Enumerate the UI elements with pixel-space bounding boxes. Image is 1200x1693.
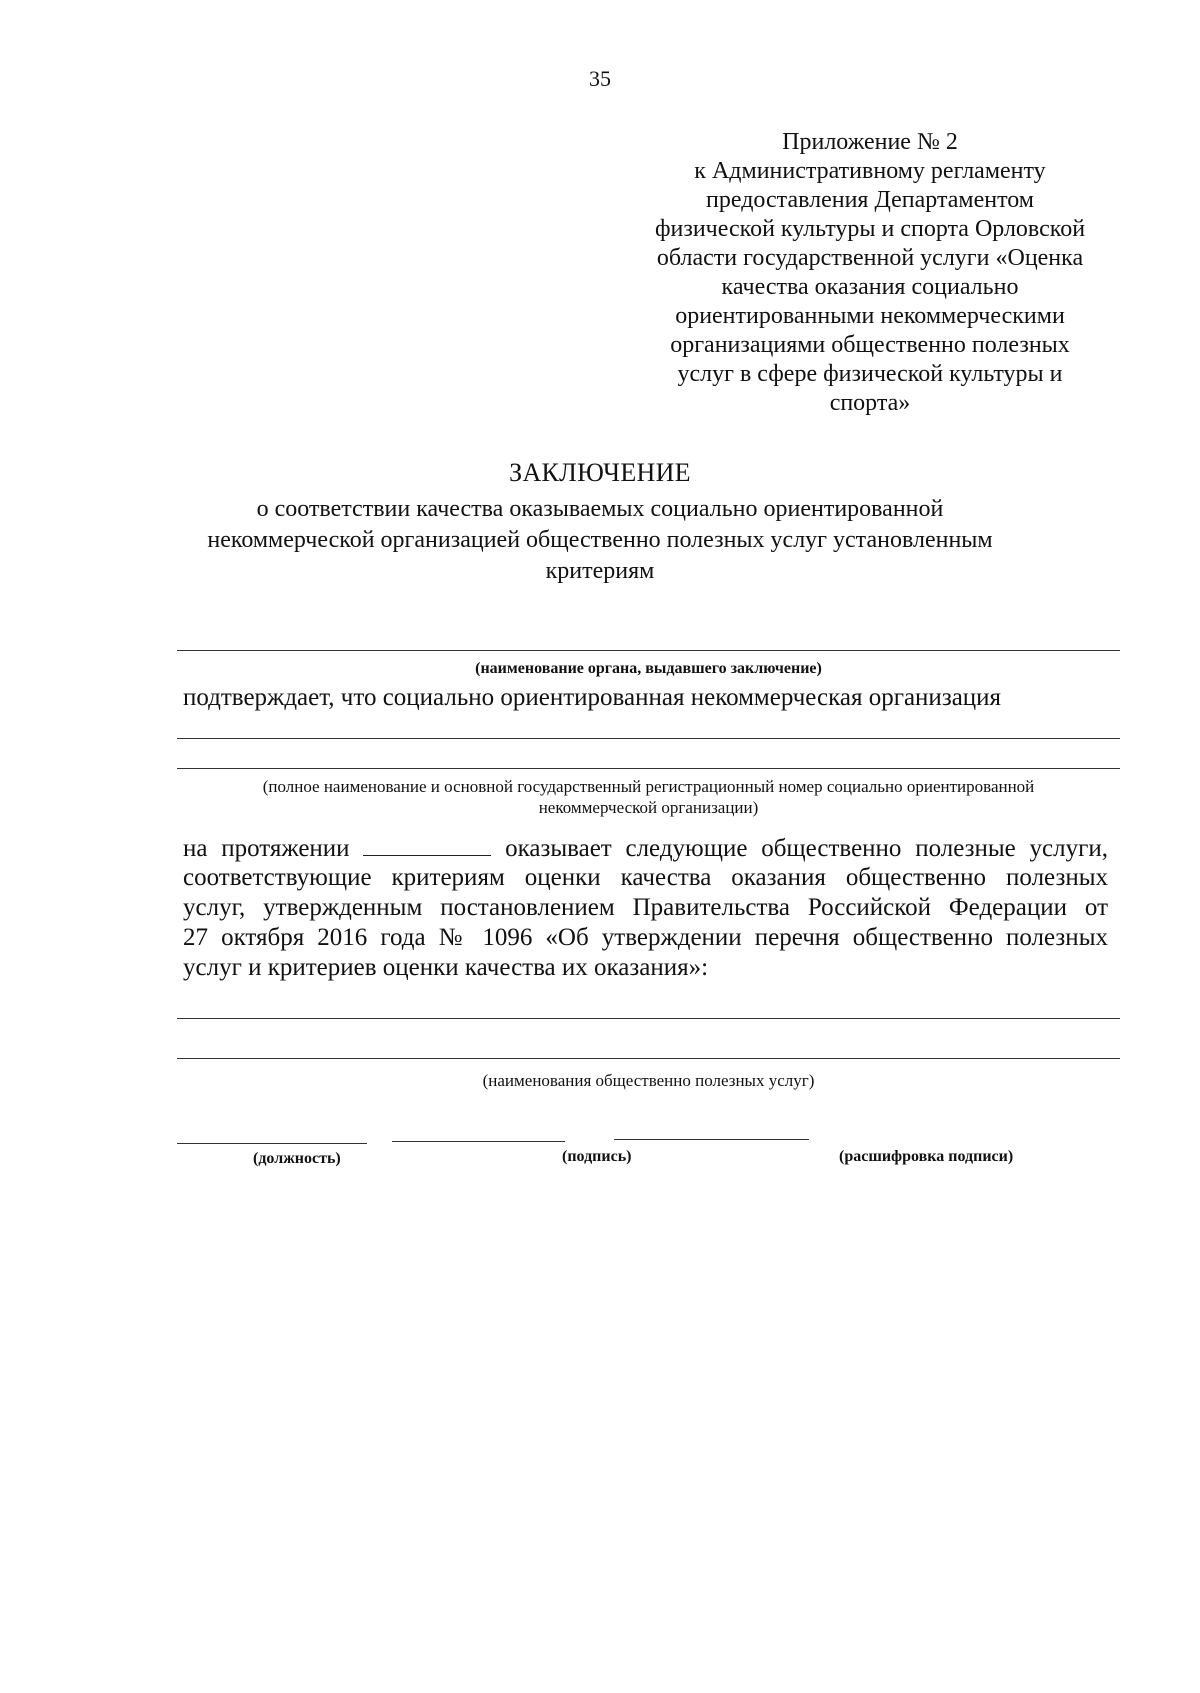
page-number: 35 bbox=[589, 66, 611, 91]
organization-caption-line1: (полное наименование и основной государственный регистрационный номер социально ориентированной bbox=[262, 777, 1035, 796]
position-caption: (должность) bbox=[253, 1150, 341, 1167]
appendix-line: услуг в сфере физической культуры и bbox=[677, 361, 1063, 387]
subtitle-line: о соответствии качества оказываемых социально ориентированной bbox=[256, 496, 944, 522]
services-field-line-2[interactable] bbox=[177, 1058, 1120, 1059]
services-caption: (наименования общественно полезных услуг) bbox=[482, 1071, 815, 1090]
body-line-1 bbox=[183, 833, 1108, 864]
body-line1-end: оказывает следующие общественно полезные услуги, bbox=[505, 835, 1108, 862]
appendix-line: ориентированными некоммерческими bbox=[675, 303, 1065, 329]
organization-field-line-2[interactable] bbox=[177, 768, 1120, 769]
subtitle-line: критериям bbox=[545, 558, 655, 584]
body-line-4: 27 октября 2016 года № 1096 «Об утверждении перечня общественно полезных bbox=[183, 924, 1108, 951]
issuer-field-line[interactable] bbox=[177, 650, 1120, 651]
position-field-line[interactable] bbox=[177, 1143, 367, 1144]
organization-caption-line2: некоммерческой организации) bbox=[538, 798, 759, 817]
signature-decoding-field-line[interactable] bbox=[614, 1139, 809, 1140]
confirms-text: подтверждает, что социально ориентированная некоммерческая организация bbox=[183, 684, 1002, 711]
appendix-line: предоставления Департаментом bbox=[706, 187, 1034, 213]
body-line-5: услуг и критериев оценки качества их оказания»: bbox=[183, 954, 709, 981]
signature-caption: (подпись) bbox=[562, 1148, 632, 1165]
document-title: ЗАКЛЮЧЕНИЕ bbox=[509, 458, 691, 487]
document-subtitle bbox=[180, 494, 1020, 587]
appendix-line: Приложение № 2 bbox=[782, 129, 958, 155]
organization-field-line-1[interactable] bbox=[177, 738, 1120, 739]
appendix-line: области государственной услуги «Оценка bbox=[656, 245, 1084, 271]
body-line-2: соответствующие критериям оценки качества оказания общественно полезных bbox=[183, 864, 1108, 891]
body-line-3: услуг, утвержденным постановлением Правительства Российской Федерации от bbox=[183, 894, 1108, 921]
appendix-line: организациями общественно полезных bbox=[670, 332, 1070, 358]
appendix-line: спорта» bbox=[829, 390, 911, 416]
appendix-line: качества оказания социально bbox=[721, 274, 1019, 300]
signature-field-line[interactable] bbox=[392, 1141, 565, 1142]
appendix-header bbox=[610, 128, 1130, 418]
subtitle-line: некоммерческой организацией общественно полезных услуг установленным bbox=[207, 527, 993, 553]
period-blank-field[interactable] bbox=[363, 833, 491, 856]
signature-decoding-caption: (расшифровка подписи) bbox=[839, 1148, 1014, 1165]
appendix-line: физической культуры и спорта Орловской bbox=[654, 216, 1086, 242]
body-line1-start: на протяжении bbox=[183, 835, 350, 862]
issuer-caption: (наименование органа, выдавшего заключение) bbox=[475, 660, 822, 677]
appendix-line: к Административному регламенту bbox=[694, 158, 1046, 184]
services-field-line-1[interactable] bbox=[177, 1018, 1120, 1019]
